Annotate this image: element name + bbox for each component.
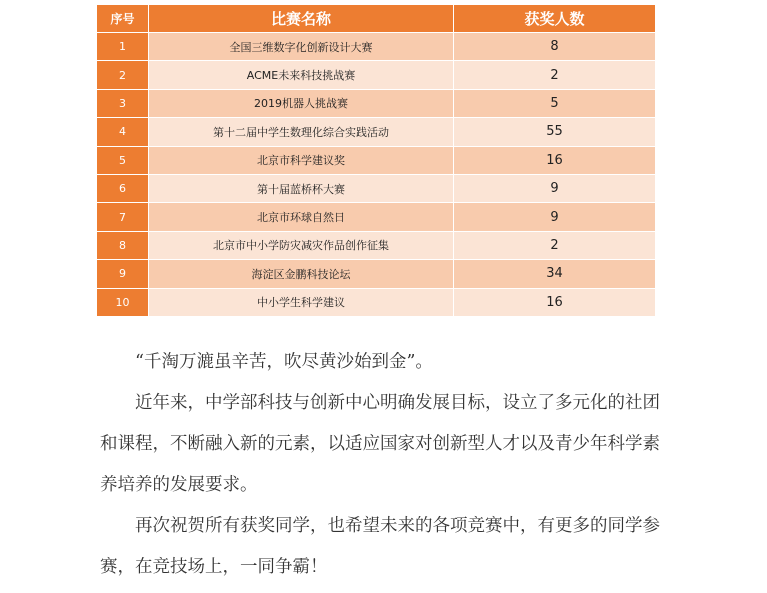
competition-name: 海淀区金鹏科技论坛	[149, 260, 454, 288]
row-index: 1	[97, 33, 149, 61]
award-count: 55	[454, 118, 656, 146]
table-row	[97, 33, 656, 61]
table-row	[97, 231, 656, 259]
header-competition-name: 比赛名称	[149, 5, 454, 33]
table-row	[97, 118, 656, 146]
competition-name: 北京市环球自然日	[149, 203, 454, 231]
development-paragraph: 近年来，中学部科技与创新中心明确发展目标，设立了多元化的社团和课程，不断融入新的元素，以适应国家对创新型人才以及青少年科学素养培养的发展要求。	[100, 393, 660, 495]
award-count: 8	[454, 33, 656, 61]
award-count: 16	[454, 288, 656, 316]
competition-name: 全国三维数字化创新设计大赛	[149, 33, 454, 61]
awards-table	[96, 4, 656, 317]
row-index: 8	[97, 231, 149, 259]
row-index: 9	[97, 260, 149, 288]
table-row	[97, 260, 656, 288]
table-row	[97, 288, 656, 316]
competition-name: 中小学生科学建议	[149, 288, 454, 316]
row-index: 3	[97, 89, 149, 117]
row-index: 2	[97, 61, 149, 89]
award-count: 9	[454, 203, 656, 231]
header-award-count: 获奖人数	[454, 5, 656, 33]
table-row	[97, 89, 656, 117]
row-index: 10	[97, 288, 149, 316]
row-index: 6	[97, 174, 149, 202]
competition-name: 北京市中小学防灾减灾作品创作征集	[149, 231, 454, 259]
row-index: 7	[97, 203, 149, 231]
award-count: 2	[454, 231, 656, 259]
award-count: 16	[454, 146, 656, 174]
award-count: 2	[454, 61, 656, 89]
competition-name: 2019机器人挑战赛	[149, 89, 454, 117]
award-count: 34	[454, 260, 656, 288]
row-index: 4	[97, 118, 149, 146]
table-row	[97, 61, 656, 89]
row-index: 5	[97, 146, 149, 174]
competition-name: 北京市科学建议奖	[149, 146, 454, 174]
article-body	[100, 342, 660, 588]
congratulation-paragraph: 再次祝贺所有获奖同学，也希望未来的各项竞赛中，有更多的同学参赛，在竞技场上，一同争霸！	[100, 516, 660, 577]
header-index: 序号	[97, 5, 149, 33]
table-row	[97, 203, 656, 231]
competition-name: ACME未来科技挑战赛	[149, 61, 454, 89]
table-row	[97, 174, 656, 202]
table-row	[97, 146, 656, 174]
competition-name: 第十届蓝桥杯大赛	[149, 174, 454, 202]
quote-paragraph: “千淘万漉虽辛苦，吹尽黄沙始到金”。	[135, 352, 433, 372]
award-count: 9	[454, 174, 656, 202]
award-count: 5	[454, 89, 656, 117]
table-header-row	[97, 5, 656, 33]
competition-name: 第十二届中学生数理化综合实践活动	[149, 118, 454, 146]
